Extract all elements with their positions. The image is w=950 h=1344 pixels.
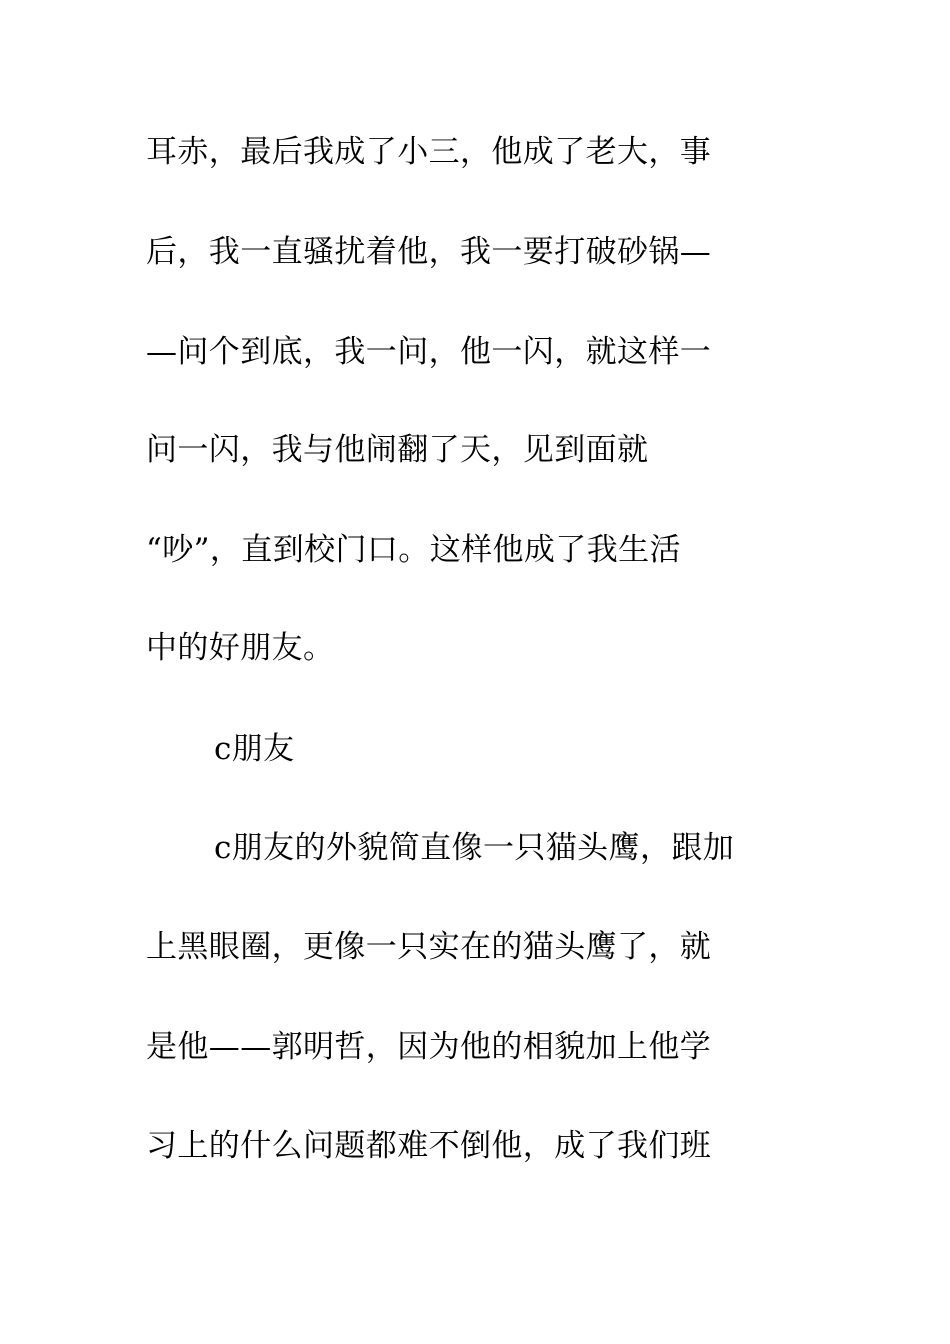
text-line-4: 问一闪，我与他闹翻了天，见到面就 bbox=[146, 432, 649, 468]
text-line-10: 是他——郭明哲，因为他的相貌加上他学 bbox=[146, 1029, 712, 1065]
text-line-9: 上黑眼圈，更像一只实在的猫头鹰了，就 bbox=[146, 929, 712, 965]
text-line-6: 中的好朋友。 bbox=[146, 630, 335, 666]
text-line-2: 后，我一直骚扰着他，我一要打破砂锅— bbox=[146, 234, 712, 270]
text-line-3: —问个到底，我一问，他一闪，就这样一 bbox=[146, 334, 712, 370]
text-line-11: 习上的什么问题都难不倒他，成了我们班 bbox=[146, 1128, 712, 1164]
section-heading: c朋友 bbox=[214, 731, 295, 767]
text-line-5: “吵”，直到校门口。这样他成了我生活 bbox=[146, 532, 681, 568]
text-line-8: c朋友的外貌简直像一只猫头鹰，跟加 bbox=[214, 830, 735, 866]
text-line-1: 耳赤，最后我成了小三，他成了老大，事 bbox=[146, 134, 712, 170]
